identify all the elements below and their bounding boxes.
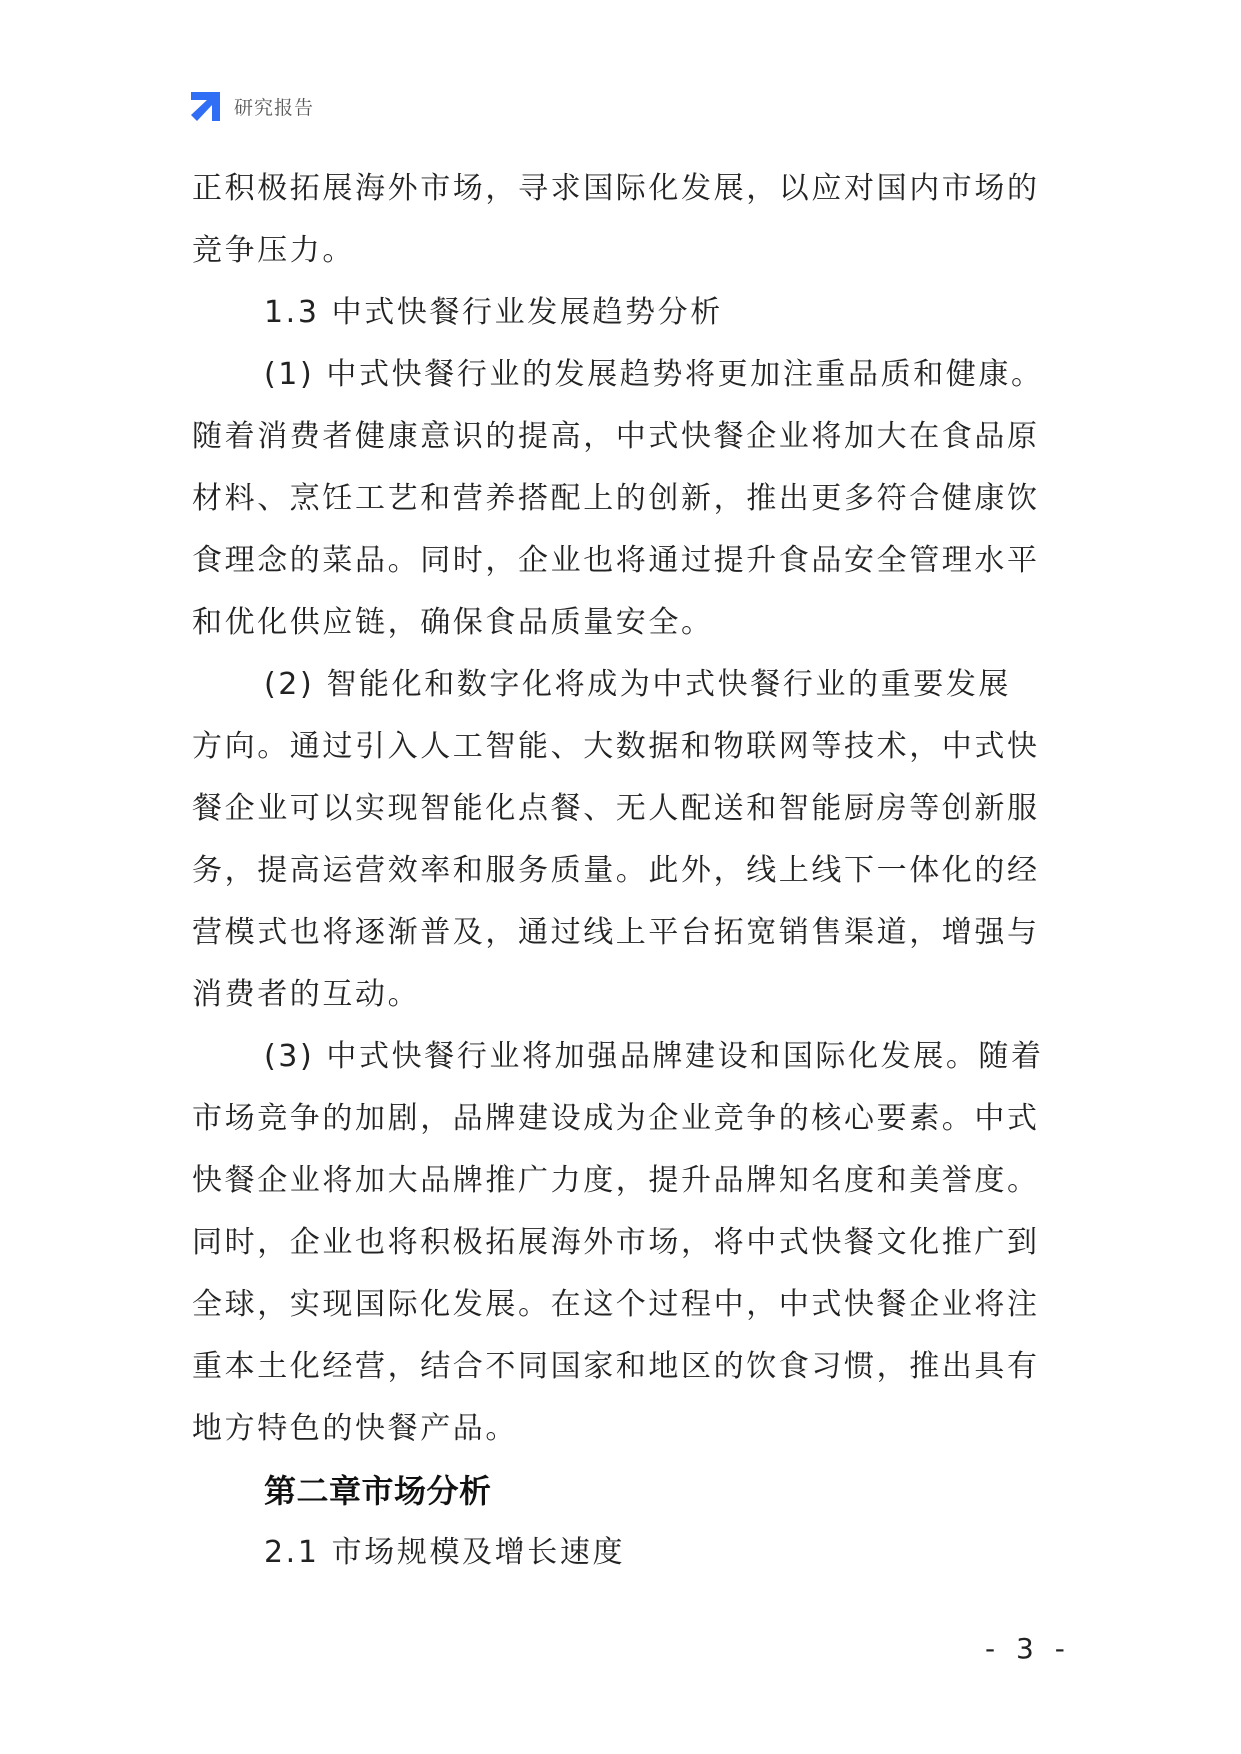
page-header: [190, 88, 314, 124]
paragraph-line: 方向。通过引入人工智能、大数据和物联网等技术，中式快: [192, 729, 1040, 764]
paragraph-line: 全球，实现国际化发展。在这个过程中，中式快餐企业将注: [192, 1287, 1040, 1322]
paragraph-line: 餐企业可以实现智能化点餐、无人配送和智能厨房等创新服: [192, 791, 1040, 826]
paragraph-line: 食理念的菜品。同时，企业也将通过提升食品安全管理水平: [192, 543, 1040, 578]
arrow-logo-icon: [190, 90, 222, 122]
page-number: - 3 -: [985, 1632, 1071, 1665]
header-title: 研究报告: [234, 96, 315, 119]
paragraph-line: 快餐企业将加大品牌推广力度，提升品牌知名度和美誉度。: [192, 1163, 1040, 1198]
paragraph-line: 随着消费者健康意识的提高，中式快餐企业将加大在食品原: [192, 419, 1040, 454]
paragraph-line: 市场竞争的加剧，品牌建设成为企业竞争的核心要素。中式: [192, 1101, 1040, 1136]
paragraph-line: 正积极拓展海外市场，寻求国际化发展，以应对国内市场的: [192, 171, 1040, 206]
document-body: [192, 158, 1072, 1584]
paragraph-line: (3) 中式快餐行业将加强品牌建设和国际化发展。随着: [264, 1039, 1044, 1074]
chapter-heading: 第二章市场分析: [264, 1472, 492, 1510]
paragraph-line: 消费者的互动。: [192, 977, 421, 1012]
section-heading: 1.3 中式快餐行业发展趋势分析: [264, 295, 723, 330]
section-heading: 2.1 市场规模及增长速度: [264, 1535, 626, 1570]
paragraph-line: 和优化供应链，确保食品质量安全。: [192, 605, 714, 640]
paragraph-line: 同时，企业也将积极拓展海外市场，将中式快餐文化推广到: [192, 1225, 1040, 1260]
paragraph-line: 竞争压力。: [192, 233, 355, 268]
paragraph-line: (2) 智能化和数字化将成为中式快餐行业的重要发展: [264, 667, 1012, 702]
paragraph-line: 材料、烹饪工艺和营养搭配上的创新，推出更多符合健康饮: [192, 481, 1040, 516]
paragraph-line: (1) 中式快餐行业的发展趋势将更加注重品质和健康。: [264, 357, 1044, 392]
paragraph-line: 营模式也将逐渐普及，通过线上平台拓宽销售渠道，增强与: [192, 915, 1040, 950]
paragraph-line: 重本土化经营，结合不同国家和地区的饮食习惯，推出具有: [192, 1349, 1040, 1384]
paragraph-line: 地方特色的快餐产品。: [192, 1411, 518, 1446]
paragraph-line: 务，提高运营效率和服务质量。此外，线上线下一体化的经: [192, 853, 1040, 888]
